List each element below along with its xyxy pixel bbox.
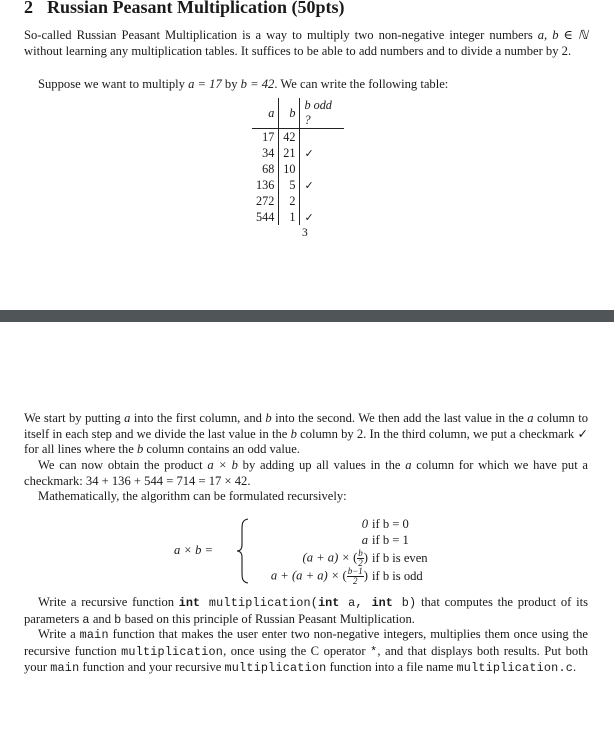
multiplication-table xyxy=(252,98,344,225)
formula-case-row xyxy=(250,549,368,567)
header-b: b xyxy=(279,98,300,129)
keyword-int: int xyxy=(371,596,393,610)
task2-text-4: , and that displays both results. Put both your xyxy=(24,643,588,674)
cell-b: 42 xyxy=(279,129,300,146)
task1-text-3: and xyxy=(89,611,115,626)
example-paragraph xyxy=(24,77,588,93)
intro-text-1: So-called Russian Peasant Multiplication is a way to multiply two non-negative integer numbers xyxy=(24,28,538,42)
explain-text-4: column to itself in each step and we divide the last value in the xyxy=(24,411,588,441)
task1-text-2: that computes the product of its parameters xyxy=(24,595,589,626)
product-text-4: . xyxy=(247,473,251,488)
table-row xyxy=(252,145,344,161)
case-condition: if b = 0 xyxy=(372,517,409,531)
product-axb-math: a × b xyxy=(207,458,238,472)
product-a-math: a xyxy=(405,458,412,472)
example-b-math: b = 42 xyxy=(240,77,275,91)
task-main-paragraph xyxy=(24,627,588,677)
explain-text-1: We start by putting xyxy=(24,411,125,425)
function-name: multiplication( xyxy=(200,596,319,610)
explain-b-math-2: b xyxy=(290,426,297,441)
code-multiplication: multiplication xyxy=(224,661,327,675)
code-filename: multiplication.c xyxy=(456,661,573,675)
product-text-1: We can now obtain the product xyxy=(38,458,208,472)
formula-case-row xyxy=(250,567,368,585)
example-text-2: by xyxy=(221,77,241,91)
checkmark-icon: ✓ xyxy=(304,178,314,192)
explain-text-3: into the second. We then add the last value in the xyxy=(271,411,528,425)
cell-b: 2 xyxy=(279,193,300,209)
fraction-denominator: 2 xyxy=(358,558,363,568)
cell-a: 34 xyxy=(252,145,279,161)
explain-b-math-3: b xyxy=(136,442,144,456)
code-a: a xyxy=(82,612,90,627)
table-row xyxy=(252,161,344,177)
table-row xyxy=(252,177,344,193)
task2-text-2: function that makes the user enter two non-negative integers, multiplies them once using the recursive function xyxy=(24,627,588,658)
code-multiplication: multiplication xyxy=(121,644,224,659)
case-expression: a + (a + a) × ( $\frac{b-1}{2}$ ) xyxy=(270,566,368,586)
task-recursive-paragraph xyxy=(24,595,588,628)
intro-paragraph xyxy=(24,28,588,59)
fraction xyxy=(347,567,364,586)
code-star-operator: * xyxy=(370,644,378,659)
task2-text-3: , once using the C operator xyxy=(223,643,371,658)
case-value: (a + a) × xyxy=(302,550,350,565)
recursive-formula xyxy=(0,516,614,586)
example-a-math: a = 17 xyxy=(188,77,222,91)
left-brace-icon xyxy=(236,518,250,584)
task2-text-5: function and your recursive xyxy=(79,660,225,674)
example-text-3: . We can write the following table: xyxy=(274,77,449,91)
cell-a: 136 xyxy=(252,177,279,193)
cell-a: 272 xyxy=(252,193,279,209)
intro-text-2: without learning any multiplication tables. It suffices to be able to add numbers and to divide a number by 2. xyxy=(24,43,572,58)
case-condition: if b is even xyxy=(372,551,428,565)
code-main: main xyxy=(50,661,80,675)
product-text-2: by adding up all values in the xyxy=(237,458,406,472)
explain-a-math-2: a xyxy=(527,411,534,425)
explain-text-6: column contains an odd value. xyxy=(143,442,300,456)
table-row xyxy=(252,193,344,209)
section-number: 2 xyxy=(24,0,33,17)
fraction-numerator: b−1 xyxy=(347,566,363,576)
product-paragraph xyxy=(24,458,588,489)
task2-text-7: . xyxy=(573,660,577,674)
fraction-numerator: b xyxy=(358,548,363,558)
section-heading xyxy=(24,0,345,18)
product-equation: 34 + 136 + 544 = 714 = 17 × 42 xyxy=(85,473,248,488)
table-row xyxy=(252,129,344,146)
header-a: a xyxy=(252,98,279,129)
product-text-3: column for which we have put a checkmark: xyxy=(24,458,589,488)
keyword-int: int xyxy=(318,596,340,610)
task2-text-1: Write a xyxy=(38,627,80,641)
table-row xyxy=(252,209,344,225)
cell-check xyxy=(300,129,345,146)
checkmark-icon: ✓ xyxy=(304,146,314,160)
task1-text-4: based on this principle of Russian Peasant Multiplication. xyxy=(121,611,415,626)
cell-b: 5 xyxy=(279,177,300,193)
cell-check xyxy=(300,161,345,177)
task1-text-1: Write a recursive function xyxy=(38,595,179,609)
param-a: a, xyxy=(339,596,372,610)
formula-case-row xyxy=(250,517,368,533)
explain-text-2: into the first column, and xyxy=(130,411,266,425)
explanation-paragraph xyxy=(24,411,588,458)
param-b: b) xyxy=(392,596,417,610)
cell-b: 10 xyxy=(279,161,300,177)
task2-text-6: function into a file name xyxy=(326,660,457,674)
checkmark-icon: ✓ xyxy=(304,210,314,224)
table-header-row xyxy=(252,98,344,129)
cell-a: 17 xyxy=(252,129,279,146)
cell-check xyxy=(300,193,345,209)
case-value: a + (a + a) × xyxy=(270,568,340,583)
formula-lhs: a × b = xyxy=(174,543,214,557)
case-value: 0 xyxy=(361,517,368,531)
case-expression: (a + a) × ( $\frac{b}{2}$ ) xyxy=(302,548,368,568)
formula-case-row xyxy=(250,533,368,549)
case-value: a xyxy=(361,533,368,547)
example-text-1: Suppose we want to multiply xyxy=(38,77,189,91)
recursive-intro: Mathematically, the algorithm can be formulated recursively: xyxy=(38,489,347,503)
header-b-odd: b odd ? xyxy=(300,98,345,129)
page-separator xyxy=(0,310,614,322)
explain-a-math: a xyxy=(124,411,131,425)
page-top xyxy=(0,0,614,310)
fraction-denominator: 2 xyxy=(353,576,358,586)
intro-set-math: a, b ∈ ℕ xyxy=(537,28,588,42)
explain-b-math: b xyxy=(265,411,272,425)
cell-b: 21 xyxy=(279,145,300,161)
explain-text-5: column by 2. In the third column, we put a checkmark ✓ for all lines where the xyxy=(24,426,588,456)
section-title: Russian Peasant Multiplication (50pts) xyxy=(47,0,345,17)
case-condition: if b = 1 xyxy=(372,533,409,547)
code-main: main xyxy=(79,628,109,642)
case-condition: if b is odd xyxy=(372,569,423,583)
cell-b: 1 xyxy=(279,209,300,225)
keyword-int: int xyxy=(178,596,201,610)
page-number: 3 xyxy=(302,227,308,239)
code-b: b xyxy=(114,612,122,627)
cell-a: 544 xyxy=(252,209,279,225)
cell-a: 68 xyxy=(252,161,279,177)
